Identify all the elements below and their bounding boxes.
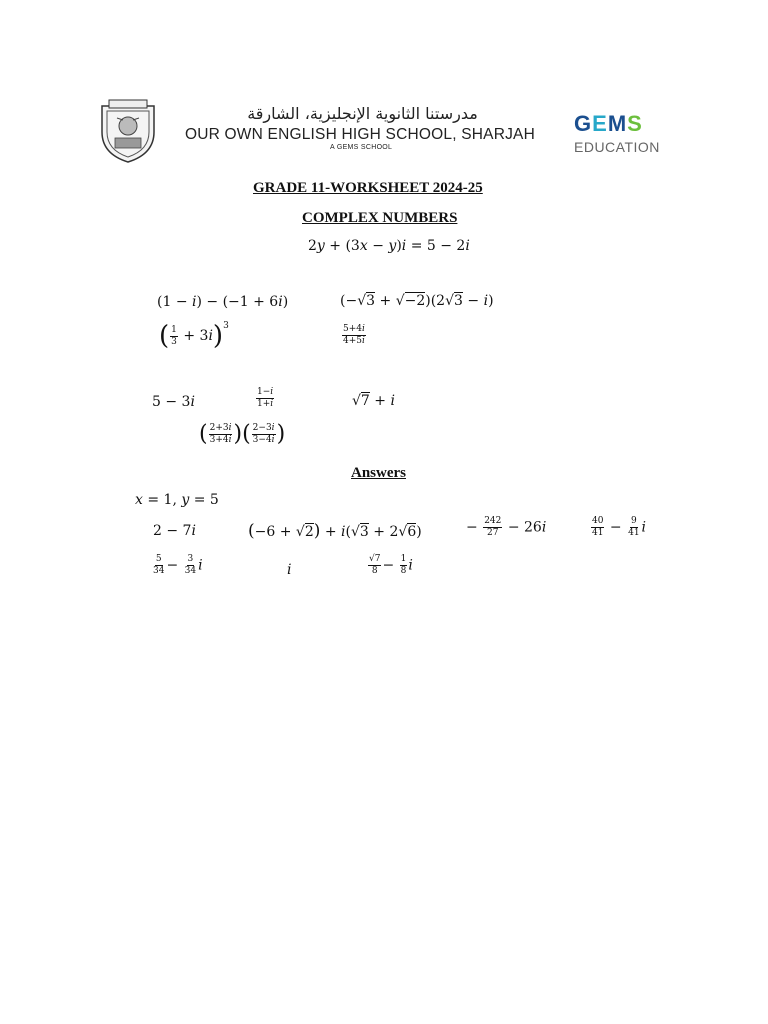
question-quotient-2: $\frac{1-i}{1+i}$ bbox=[257, 387, 274, 409]
gems-education-label: EDUCATION bbox=[574, 139, 660, 155]
question-root-seven: √7 + i bbox=[352, 393, 395, 409]
question-product-roots: (−√3 + √−2)(2√3 − i) bbox=[340, 293, 494, 309]
answer-5: $\frac{40}{41}$ − $\frac{9}{41}$ i bbox=[592, 516, 647, 538]
question-equation: 2y + (3x − y)i = 5 − 2i bbox=[308, 238, 470, 254]
answers-heading: Answers bbox=[351, 465, 406, 481]
answer-1: x = 1, y = 5 bbox=[135, 492, 219, 508]
worksheet-title: GRADE 11-WORKSHEET 2024-25 bbox=[253, 180, 483, 196]
answer-4: − $\frac{242}{27}$ − 26i bbox=[466, 516, 547, 538]
school-name-english: OUR OWN ENGLISH HIGH SCHOOL, SHARJAH bbox=[185, 126, 535, 143]
question-subtraction: (1 − i) − (−1 + 6i) bbox=[157, 294, 289, 310]
school-name-arabic: مدرستنا الثانوية الإنجليزية، الشارقة bbox=[247, 104, 478, 123]
gems-logo: GEMS bbox=[574, 111, 643, 136]
question-quotient-1: $\frac{5+4i}{4+5i}$ bbox=[343, 324, 365, 346]
question-cube: ( $\frac{1}{3}$ + 3i)$^3$ bbox=[159, 321, 229, 351]
answer-3: (−6 + √2) + i(√3 + 2√6) bbox=[248, 521, 422, 541]
answer-2: 2 − 7i bbox=[153, 523, 196, 539]
worksheet-topic: COMPLEX NUMBERS bbox=[302, 210, 458, 226]
answer-6: $\frac{5}{34}$ − $\frac{3}{34}$ i bbox=[153, 554, 203, 576]
school-crest-logo bbox=[97, 98, 159, 164]
answer-7: i bbox=[287, 562, 292, 578]
school-subtitle: A GEMS SCHOOL bbox=[330, 144, 393, 151]
question-product-fractions: ( $\frac{2+3i}{3+4i}$ )( $\frac{2-3i}{3-4i}$ ) bbox=[199, 421, 286, 447]
question-conjugate: 5 − 3i bbox=[152, 394, 195, 410]
answer-8: $\frac{√7}{8}$ − $\frac{1}{8}$ i bbox=[369, 554, 413, 576]
